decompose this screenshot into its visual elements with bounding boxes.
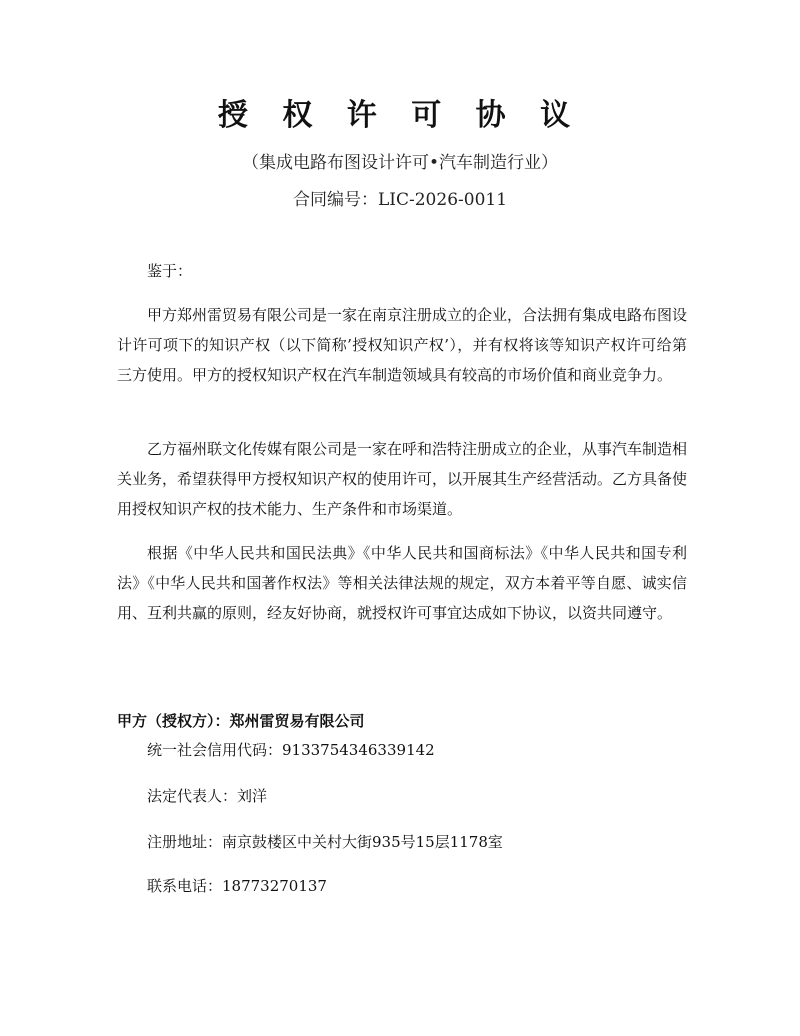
recital-text-2: 乙方福州联文化传媒有限公司是一家在呼和浩特注册成立的企业，从事汽车制造相关业务，希望获得甲方授权知识产权的使用许可，以开展其生产经营活动。乙方具备使用授权知识产权的技术能力、生产条件和市场渠道。 [117, 440, 688, 518]
whereas-label [117, 256, 687, 286]
recital-paragraph-3 [117, 538, 687, 628]
recital-text-3: 根据《中华人民共和国民法典》《中华人民共和国商标法》《中华人民共和国专利法》《中华人民共和国著作权法》等相关法律法规的规定，双方本着平等自愿、诚实信用、互利共赢的原则，经友好协商，就授权许可事宜达成如下协议，以资共同遵守。 [117, 544, 687, 622]
party-a-legal-rep: 法定代表人：刘洋 [147, 787, 268, 805]
document-title: 授 权 许 可 协 议 [217, 98, 583, 133]
party-a-address: 注册地址：南京鼓楼区中关村大街935号15层1178室 [147, 833, 503, 851]
recital-paragraph-1 [117, 300, 687, 390]
whereas-text: 鉴于： [147, 262, 193, 280]
document-subtitle: （集成电路布图设计许可•汽车制造行业） [241, 153, 559, 173]
party-a-credit-code: 统一社会信用代码：9133754346339142 [147, 741, 435, 759]
recital-text-1: 甲方郑州雷贸易有限公司是一家在南京注册成立的企业，合法拥有集成电路布图设计许可项下的知识产权（以下简称’授权知识产权’），并有权将该等知识产权许可给第三方使用。甲方的授权知识产权在汽车制造领域具有较高的市场价值和商业竞争力。 [117, 306, 688, 384]
party-a-heading: 甲方（授权方）：郑州雷贸易有限公司 [117, 712, 365, 730]
recital-paragraph-2 [117, 434, 687, 524]
party-a-phone: 联系电话：18773270137 [147, 877, 327, 895]
contract-number: 合同编号：LIC-2026-0011 [292, 190, 508, 210]
